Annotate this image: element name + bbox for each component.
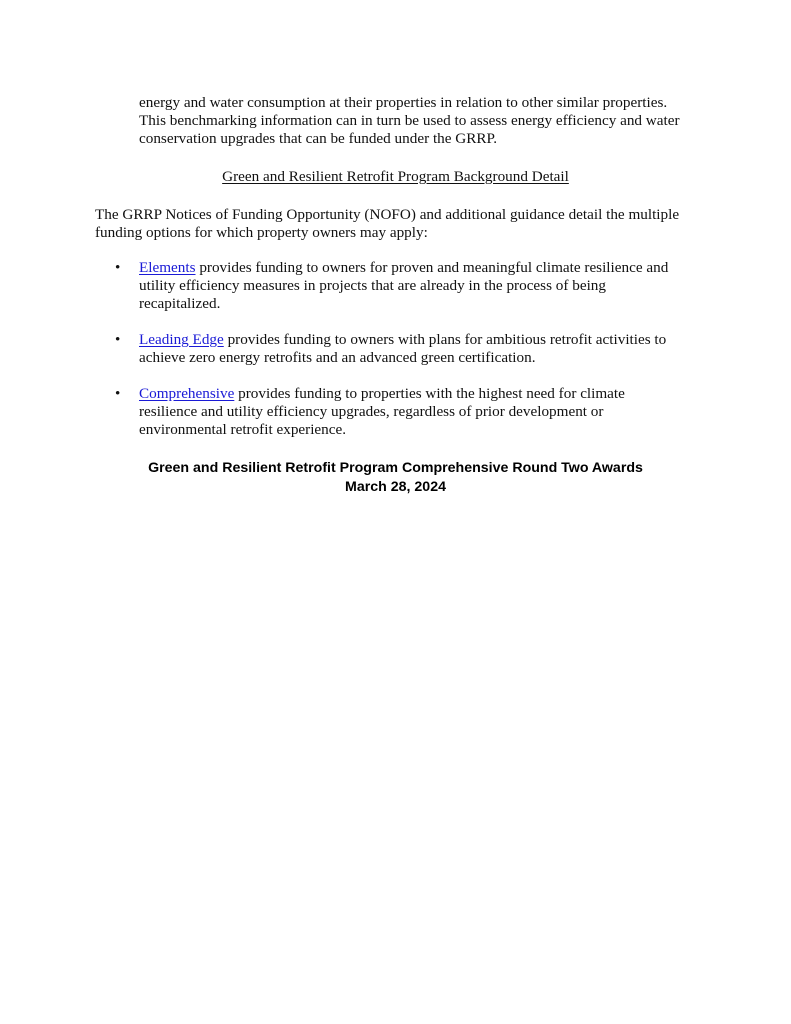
bullet-icon: • — [115, 385, 121, 402]
bullet-icon: • — [115, 331, 121, 348]
list-item-line: provides funding to properties with the highest need for climate — [234, 385, 625, 402]
continuation-line: energy and water consumption at their properties in relation to other similar properties. — [139, 94, 668, 111]
list-item-line: achieve zero energy retrofits and an advanced green certification. — [139, 348, 536, 366]
intro-line: funding options for which property owners may apply: — [95, 223, 428, 241]
section-heading-text: Green and Resilient Retrofit Program Background Detail — [222, 168, 569, 185]
list-item-text — [139, 385, 719, 438]
leading-edge-link[interactable]: Leading Edge — [139, 331, 224, 348]
list-item-line: recapitalized. — [139, 294, 221, 312]
bullet-icon: • — [115, 259, 121, 276]
continuation-line: This benchmarking information can in turn be used to assess energy efficiency and water — [139, 111, 680, 129]
list-item-line: resilience and utility efficiency upgrades, regardless of prior development or — [139, 402, 604, 420]
list-item-text — [139, 259, 719, 312]
continuation-line: conservation upgrades that can be funded under the GRRP. — [139, 129, 498, 147]
awards-title: Green and Resilient Retrofit Program Comprehensive Round Two Awards — [148, 460, 643, 476]
list-item-line: provides funding to owners for proven and meaningful climate resilience and — [195, 259, 669, 276]
section-heading — [0, 168, 791, 186]
elements-link[interactable]: Elements — [139, 259, 196, 276]
list-item-text — [139, 331, 719, 367]
intro-paragraph — [95, 206, 705, 242]
list-item-line: environmental retrofit experience. — [139, 420, 347, 438]
intro-line: The GRRP Notices of Funding Opportunity (NOFO) and additional guidance detail the multiple — [95, 206, 680, 223]
awards-heading — [0, 459, 791, 497]
list-item-line: provides funding to owners with plans for ambitious retrofit activities to — [223, 331, 667, 348]
continuation-paragraph — [139, 94, 699, 147]
awards-date: March 28, 2024 — [345, 479, 446, 495]
list-item-line: utility efficiency measures in projects that are already in the process of being — [139, 276, 606, 294]
comprehensive-link[interactable]: Comprehensive — [139, 385, 235, 402]
